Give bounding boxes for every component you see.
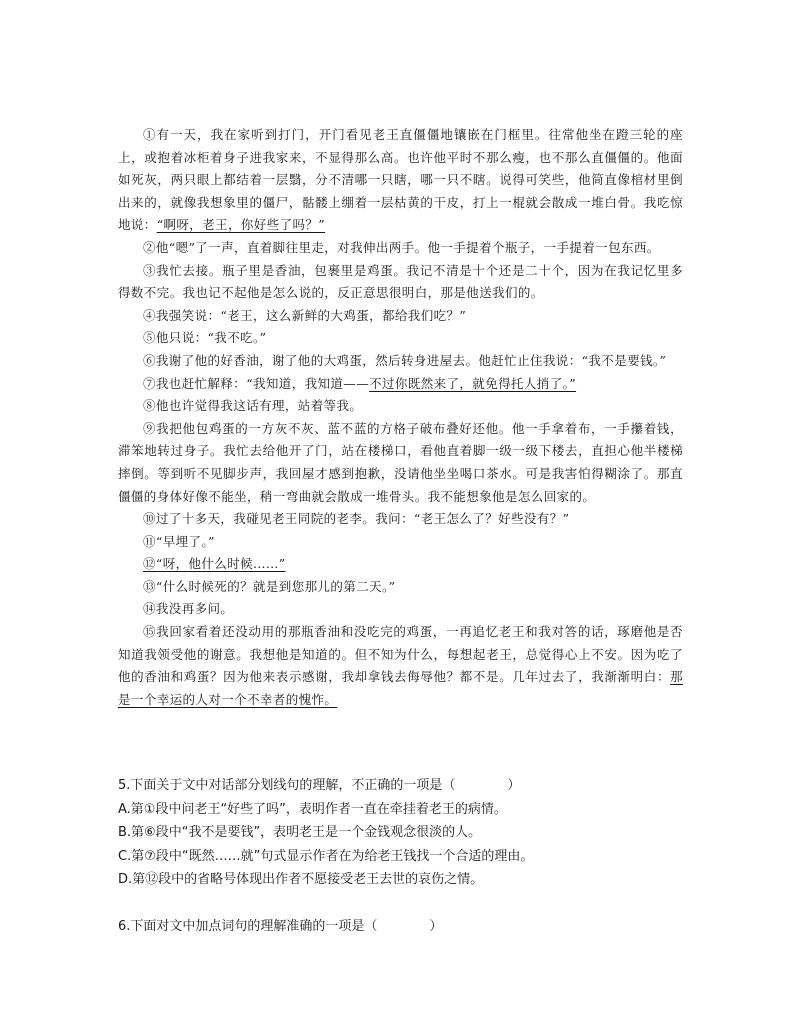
question-5-option-c: C.第⑦段中“既然……就”句式显示作者在为给老王钱找一个合适的理由。 <box>118 848 534 864</box>
spacer <box>118 892 683 915</box>
underlined-sentence-1: “啊呀，老王，你好些了吗？” <box>156 217 326 233</box>
paragraph-11: ⑪“早埋了。” <box>143 533 215 549</box>
paragraph-8: ⑧他也许觉得我这话有理，站着等我。 <box>143 398 363 414</box>
paragraph-2: ②他“嗯”了一声，直着脚往里走，对我伸出两手。他一手提着个瓶子，一手提着一包东西。 <box>143 239 660 255</box>
paragraph-12 <box>118 553 683 576</box>
paragraph-15 <box>118 621 683 711</box>
question-section <box>118 774 683 938</box>
paragraph-9: ⑨我把他包鸡蛋的一方灰不灰、蓝不蓝的方格子破布叠好还他。他一手拿着布，一手攥着钱，滞笨地转过身子。我忙去给他开了门，站在楼梯口，看他直着脚一级一级下楼去，直担心他半楼梯摔倒。等到听不见脚步声，我回屋才感到抱歉，没请他坐坐喝口茶水。可是我害怕得糊涂了。那直僵僵的身体好像不能坐，稍一弯曲就会散成一堆骨头。我不能想象他是怎么回家的。 <box>118 420 683 504</box>
paragraph-14: ⑭我没再多问。 <box>143 601 234 617</box>
question-5-stem: 5.下面关于文中对话部分划线句的理解，不正确的一项是（ ） <box>118 778 521 793</box>
question-5-option-b: B.第⑥段中“我不是要钱”，表明老王是一个金钱观念很淡的人。 <box>118 825 482 840</box>
underlined-sentence-15: 那是一个幸运的人对一个不幸者的愧怍。 <box>118 669 683 707</box>
reading-passage <box>118 124 683 711</box>
underlined-sentence-12: ⑫“呀，他什么时候……” <box>143 556 286 572</box>
paragraph-3: ③我忙去接。瓶子里是香油，包裹里是鸡蛋。我记不清是十个还是二十个，因为在我记忆里多得数不完。我也记不起他是怎么说的，反正意思很明白，那是他送我们的。 <box>118 262 683 301</box>
paragraph-7-text: ⑦我也赶忙解释：“我知道，我知道—— <box>143 375 370 391</box>
paragraph-10: ⑩过了十多天，我碰见老王同院的老李。我问：“老王怎么了？好些没有？” <box>143 511 570 527</box>
underlined-sentence-7: 不过你既然来了，就免得托人捎了。” <box>369 375 577 391</box>
paragraph-7 <box>118 373 683 396</box>
paragraph-13: ⑬“什么时候死的？就是到您那儿的第二天。” <box>143 578 396 594</box>
paragraph-4: ④我强笑说：“老王，这么新鲜的大鸡蛋，都给我们吃？” <box>143 307 467 323</box>
paragraph-1 <box>118 124 683 237</box>
question-5-option-d: D.第⑫段中的省略号体现出作者不愿接受老王去世的哀伤之情。 <box>118 872 484 887</box>
paragraph-5: ⑤他只说：“我不吃。” <box>143 330 267 346</box>
paragraph-15-text: ⑮我回家看着还没动用的那瓶香油和没吃完的鸡蛋，一再追忆老王和我对答的话，琢磨他是否知道我领受他的谢意。我想他是知道的。但不知为什么，每想起老王，总觉得心上不安。因为吃了他的香油和鸡蛋？因为他来表示感谢，我却拿钱去侮辱他？都不是。几年过去了，我渐渐明白： <box>118 624 683 685</box>
paragraph-6: ⑥我谢了他的好香油，谢了他的大鸡蛋，然后转身进屋去。他赶忙止住我说：“我不是要钱。” <box>143 352 667 368</box>
paragraph-1-text: ①有一天，我在家听到打门，开门看见老王直僵僵地镶嵌在门框里。往常他坐在蹬三轮的座上，或抱着冰柜着身子进我家来，不显得那么高。也许他平时不那么瘦，也不那么直僵僵的。他面如死灰，两只眼上都结着一层翳，分不清哪一只瞎，哪一只不瞎。说得可笑些，他简直像棺材里倒出来的，就像我想象里的僵尸，骷髅上绷着一层枯黄的干皮，打上一棍就会散成一堆白骨。我吃惊地说： <box>118 127 683 233</box>
question-5-option-a: A.第①段中问老王“好些了吗”，表明作者一直在牵挂着老王的病情。 <box>118 801 507 817</box>
question-6-stem: 6.下面对文中加点词句的理解准确的一项是（ ） <box>118 918 443 934</box>
